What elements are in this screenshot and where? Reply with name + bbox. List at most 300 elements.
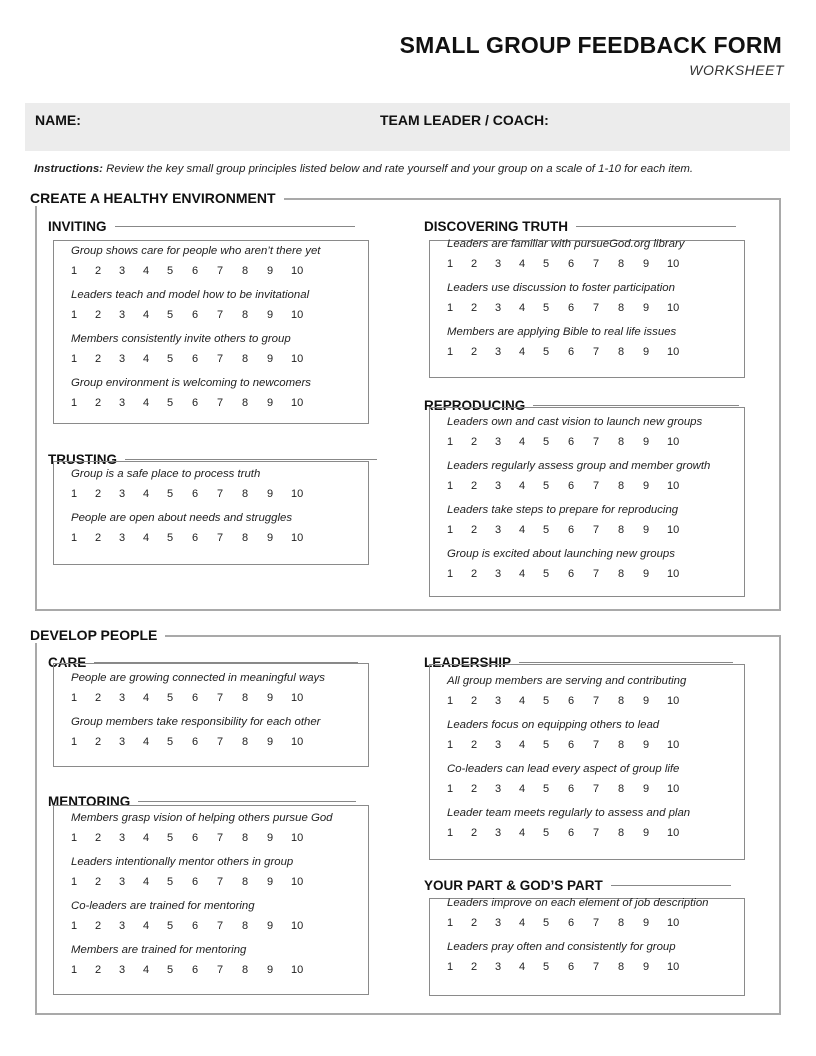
rating-option[interactable]: 3 <box>119 265 126 277</box>
rating-option[interactable]: 6 <box>568 783 575 795</box>
rating-option[interactable]: 9 <box>643 739 650 751</box>
rating-item-text: Leaders pray often and consistently for group <box>447 941 676 953</box>
rating-option[interactable]: 1 <box>71 532 78 544</box>
rating-item <box>447 805 747 849</box>
rating-option[interactable]: 1 <box>71 920 78 932</box>
rating-option[interactable]: 2 <box>95 920 102 932</box>
rating-option[interactable]: 5 <box>167 736 174 748</box>
rating-option[interactable]: 6 <box>192 265 199 277</box>
rating-option[interactable]: 7 <box>217 309 224 321</box>
rating-option[interactable]: 3 <box>495 695 502 707</box>
rating-option[interactable]: 4 <box>143 353 150 365</box>
rating-option[interactable]: 2 <box>471 961 478 973</box>
rating-option[interactable]: 3 <box>119 309 126 321</box>
rating-option[interactable]: 8 <box>618 302 625 314</box>
rating-option[interactable]: 6 <box>192 353 199 365</box>
rating-option[interactable]: 4 <box>519 524 526 536</box>
title-rule <box>611 885 731 886</box>
rating-option[interactable]: 2 <box>95 876 102 888</box>
rating-option[interactable]: 2 <box>471 783 478 795</box>
rating-option[interactable]: 7 <box>593 695 600 707</box>
rating-option[interactable]: 5 <box>543 568 550 580</box>
rating-option[interactable]: 8 <box>618 346 625 358</box>
rating-option[interactable]: 7 <box>593 346 600 358</box>
rating-option[interactable]: 5 <box>543 524 550 536</box>
rating-option[interactable]: 4 <box>519 302 526 314</box>
rating-option[interactable]: 9 <box>267 920 274 932</box>
rating-option[interactable]: 1 <box>71 692 78 704</box>
rating-option[interactable]: 2 <box>471 739 478 751</box>
rating-option[interactable]: 4 <box>143 309 150 321</box>
group-title-text: REPRODUCING <box>424 398 526 413</box>
rating-option[interactable]: 10 <box>667 436 680 448</box>
rating-item-text: Group environment is welcoming to newcomers <box>71 377 311 389</box>
rating-option[interactable]: 5 <box>543 480 550 492</box>
rating-option[interactable]: 6 <box>192 736 199 748</box>
rating-option[interactable]: 9 <box>643 302 650 314</box>
rating-option[interactable]: 5 <box>543 436 550 448</box>
rating-option[interactable]: 1 <box>447 917 454 929</box>
rating-option[interactable]: 6 <box>568 827 575 839</box>
rating-option[interactable]: 2 <box>471 346 478 358</box>
rating-scale <box>71 832 371 854</box>
rating-option[interactable]: 1 <box>447 302 454 314</box>
rating-option[interactable]: 4 <box>519 961 526 973</box>
rating-option[interactable]: 4 <box>143 832 150 844</box>
rating-option[interactable]: 8 <box>242 353 249 365</box>
rating-option[interactable]: 9 <box>267 265 274 277</box>
rating-option[interactable]: 2 <box>95 397 102 409</box>
rating-option[interactable]: 5 <box>543 739 550 751</box>
rating-option[interactable]: 7 <box>217 532 224 544</box>
leader-field-label: TEAM LEADER / COACH: <box>380 112 549 128</box>
rating-item-text: Group is a safe place to process truth <box>71 468 261 480</box>
rating-option[interactable]: 7 <box>217 964 224 976</box>
rating-option[interactable]: 5 <box>543 346 550 358</box>
rating-option[interactable]: 4 <box>519 480 526 492</box>
rating-option[interactable]: 3 <box>495 917 502 929</box>
rating-option[interactable]: 2 <box>95 736 102 748</box>
rating-option[interactable]: 1 <box>447 827 454 839</box>
rating-item <box>71 898 371 942</box>
rating-option[interactable]: 7 <box>217 397 224 409</box>
rating-option[interactable]: 10 <box>667 961 680 973</box>
rating-option[interactable]: 10 <box>667 739 680 751</box>
rating-option[interactable]: 7 <box>593 827 600 839</box>
rating-option[interactable]: 8 <box>618 961 625 973</box>
rating-item <box>71 810 371 854</box>
rating-option[interactable]: 5 <box>543 917 550 929</box>
rating-option[interactable]: 1 <box>447 480 454 492</box>
rating-option[interactable]: 10 <box>667 302 680 314</box>
rating-option[interactable]: 8 <box>618 739 625 751</box>
rating-option[interactable]: 9 <box>643 346 650 358</box>
rating-option[interactable]: 4 <box>143 265 150 277</box>
rating-option[interactable]: 10 <box>291 692 304 704</box>
rating-option[interactable]: 1 <box>71 397 78 409</box>
rating-scale <box>447 302 747 324</box>
rating-scale <box>447 961 747 983</box>
rating-option[interactable]: 4 <box>519 568 526 580</box>
rating-option[interactable]: 4 <box>143 692 150 704</box>
rating-option[interactable]: 8 <box>242 736 249 748</box>
rating-item <box>447 673 747 717</box>
rating-option[interactable]: 10 <box>291 397 304 409</box>
rating-item <box>71 510 371 554</box>
rating-option[interactable]: 7 <box>593 917 600 929</box>
rating-option[interactable]: 9 <box>267 876 274 888</box>
rating-scale <box>71 353 371 375</box>
rating-option[interactable]: 2 <box>95 532 102 544</box>
rating-option[interactable]: 6 <box>568 739 575 751</box>
rating-option[interactable]: 8 <box>242 876 249 888</box>
rating-item <box>447 546 747 590</box>
rating-item-text: Members grasp vision of helping others pursue God <box>71 812 333 824</box>
rating-scale <box>447 346 747 368</box>
rating-option[interactable]: 7 <box>217 353 224 365</box>
rating-option[interactable]: 3 <box>119 920 126 932</box>
rating-option[interactable]: 10 <box>667 917 680 929</box>
group-title-text: TRUSTING <box>48 452 117 467</box>
rating-option[interactable]: 3 <box>495 346 502 358</box>
rating-option[interactable]: 2 <box>471 436 478 448</box>
rating-item-text: Group members take responsibility for each other <box>71 716 321 728</box>
rating-option[interactable]: 7 <box>217 876 224 888</box>
rating-option[interactable]: 9 <box>643 480 650 492</box>
rating-scale <box>447 480 747 502</box>
rating-option[interactable]: 8 <box>242 265 249 277</box>
rating-option[interactable]: 10 <box>667 346 680 358</box>
instructions-text: Review the key small group principles listed below and rate yourself and your group on a scale of 1-10 for each item. <box>102 163 694 175</box>
rating-option[interactable]: 6 <box>192 397 199 409</box>
rating-option[interactable]: 10 <box>667 568 680 580</box>
rating-option[interactable]: 3 <box>495 302 502 314</box>
rating-item-text: Leaders are familiar with pursueGod.org library <box>447 238 685 250</box>
group-title-text: DISCOVERING TRUTH <box>424 219 569 234</box>
rating-option[interactable]: 6 <box>192 964 199 976</box>
rating-option[interactable]: 1 <box>447 436 454 448</box>
rating-option[interactable]: 7 <box>593 568 600 580</box>
rating-option[interactable]: 3 <box>119 832 126 844</box>
section-title: DEVELOP PEOPLE <box>30 627 165 643</box>
rating-option[interactable]: 8 <box>242 309 249 321</box>
rating-option[interactable]: 1 <box>447 695 454 707</box>
rating-option[interactable]: 3 <box>495 568 502 580</box>
rating-option[interactable]: 9 <box>643 783 650 795</box>
rating-option[interactable]: 7 <box>593 739 600 751</box>
rating-option[interactable]: 2 <box>471 695 478 707</box>
rating-option[interactable]: 9 <box>267 488 274 500</box>
rating-option[interactable]: 5 <box>543 827 550 839</box>
rating-option[interactable]: 10 <box>291 488 304 500</box>
rating-item <box>71 287 371 331</box>
rating-option[interactable]: 8 <box>618 695 625 707</box>
rating-option[interactable]: 9 <box>643 524 650 536</box>
rating-option[interactable]: 4 <box>519 346 526 358</box>
rating-option[interactable]: 9 <box>267 397 274 409</box>
group-title-text: YOUR PART & GOD’S PART <box>424 878 603 893</box>
rating-item-text: Leaders own and cast vision to launch new groups <box>447 416 703 428</box>
rating-option[interactable]: 2 <box>471 258 478 270</box>
rating-option[interactable]: 1 <box>447 258 454 270</box>
rating-scale <box>71 692 371 714</box>
rating-option[interactable]: 5 <box>543 258 550 270</box>
rating-option[interactable]: 5 <box>167 265 174 277</box>
rating-option[interactable]: 3 <box>495 436 502 448</box>
rating-option[interactable]: 4 <box>519 436 526 448</box>
rating-option[interactable]: 1 <box>71 488 78 500</box>
rating-option[interactable]: 10 <box>667 524 680 536</box>
rating-option[interactable]: 3 <box>119 488 126 500</box>
rating-option[interactable]: 4 <box>143 736 150 748</box>
rating-option[interactable]: 8 <box>242 964 249 976</box>
rating-option[interactable]: 1 <box>71 353 78 365</box>
rating-option[interactable]: 2 <box>471 917 478 929</box>
rating-option[interactable]: 10 <box>291 353 304 365</box>
rating-option[interactable]: 5 <box>543 695 550 707</box>
rating-option[interactable]: 10 <box>291 920 304 932</box>
rating-option[interactable]: 8 <box>618 827 625 839</box>
rating-option[interactable]: 6 <box>568 436 575 448</box>
rating-scale <box>447 783 747 805</box>
rating-option[interactable]: 7 <box>217 920 224 932</box>
rating-item-text: Leaders use discussion to foster participation <box>447 282 675 294</box>
rating-option[interactable]: 5 <box>167 397 174 409</box>
rating-option[interactable]: 8 <box>618 436 625 448</box>
rating-option[interactable]: 1 <box>447 346 454 358</box>
rating-option[interactable]: 4 <box>519 783 526 795</box>
rating-option[interactable]: 8 <box>242 532 249 544</box>
rating-option[interactable]: 1 <box>71 964 78 976</box>
rating-option[interactable]: 8 <box>618 917 625 929</box>
rating-option[interactable]: 9 <box>267 692 274 704</box>
group-title-discovering-truth <box>424 219 736 234</box>
rating-option[interactable]: 5 <box>167 353 174 365</box>
rating-option[interactable]: 1 <box>447 524 454 536</box>
rating-option[interactable]: 3 <box>495 827 502 839</box>
rating-option[interactable]: 2 <box>95 964 102 976</box>
rating-option[interactable]: 10 <box>667 783 680 795</box>
rating-option[interactable]: 2 <box>471 302 478 314</box>
rating-option[interactable]: 6 <box>192 876 199 888</box>
rating-option[interactable]: 9 <box>267 353 274 365</box>
rating-item <box>71 714 371 758</box>
rating-option[interactable]: 4 <box>519 917 526 929</box>
rating-item <box>447 458 747 502</box>
rating-option[interactable]: 2 <box>471 524 478 536</box>
rating-option[interactable]: 10 <box>667 827 680 839</box>
rating-option[interactable]: 9 <box>643 695 650 707</box>
rating-item <box>71 375 371 419</box>
rating-option[interactable]: 10 <box>291 736 304 748</box>
rating-item-text: Group is excited about launching new groups <box>447 548 675 560</box>
rating-option[interactable]: 6 <box>568 695 575 707</box>
rating-option[interactable]: 9 <box>267 964 274 976</box>
rating-option[interactable]: 6 <box>568 302 575 314</box>
rating-scale <box>447 739 747 761</box>
rating-option[interactable]: 3 <box>495 480 502 492</box>
rating-option[interactable]: 6 <box>568 346 575 358</box>
rating-option[interactable]: 6 <box>192 488 199 500</box>
rating-item-text: Members are applying Bible to real life issues <box>447 326 677 338</box>
rating-option[interactable]: 4 <box>143 920 150 932</box>
rating-option[interactable]: 3 <box>119 736 126 748</box>
rating-option[interactable]: 10 <box>291 532 304 544</box>
rating-option[interactable]: 7 <box>593 302 600 314</box>
rating-option[interactable]: 9 <box>643 917 650 929</box>
rating-option[interactable]: 6 <box>568 480 575 492</box>
rating-option[interactable]: 6 <box>568 524 575 536</box>
rating-option[interactable]: 2 <box>471 827 478 839</box>
rating-option[interactable]: 7 <box>593 480 600 492</box>
rating-option[interactable]: 1 <box>447 568 454 580</box>
rating-option[interactable]: 9 <box>267 309 274 321</box>
rating-option[interactable]: 10 <box>667 480 680 492</box>
rating-option[interactable]: 8 <box>618 258 625 270</box>
rating-scale <box>447 917 747 939</box>
rating-option[interactable]: 6 <box>192 692 199 704</box>
rating-option[interactable]: 9 <box>267 832 274 844</box>
rating-option[interactable]: 1 <box>447 783 454 795</box>
rating-option[interactable]: 1 <box>71 736 78 748</box>
rating-option[interactable]: 4 <box>143 532 150 544</box>
rating-option[interactable]: 5 <box>167 832 174 844</box>
rating-option[interactable]: 5 <box>167 532 174 544</box>
rating-option[interactable]: 6 <box>568 258 575 270</box>
rating-option[interactable]: 6 <box>192 832 199 844</box>
rating-option[interactable]: 2 <box>471 480 478 492</box>
title-rule <box>125 459 377 460</box>
rating-option[interactable]: 10 <box>291 876 304 888</box>
rating-option[interactable]: 2 <box>95 353 102 365</box>
rating-option[interactable]: 1 <box>71 309 78 321</box>
rating-option[interactable]: 9 <box>643 827 650 839</box>
rating-option[interactable]: 5 <box>543 783 550 795</box>
rating-option[interactable]: 6 <box>568 568 575 580</box>
rating-option[interactable]: 9 <box>643 568 650 580</box>
rating-option[interactable]: 8 <box>618 480 625 492</box>
rating-option[interactable]: 5 <box>167 964 174 976</box>
rating-option[interactable]: 3 <box>495 524 502 536</box>
rating-option[interactable]: 5 <box>167 876 174 888</box>
rating-option[interactable]: 1 <box>447 961 454 973</box>
rating-option[interactable]: 9 <box>267 736 274 748</box>
rating-scale <box>71 920 371 942</box>
rating-option[interactable]: 8 <box>618 524 625 536</box>
rating-option[interactable]: 8 <box>242 832 249 844</box>
rating-option[interactable]: 6 <box>192 309 199 321</box>
rating-option[interactable]: 4 <box>143 488 150 500</box>
rating-option[interactable]: 3 <box>119 353 126 365</box>
rating-option[interactable]: 4 <box>143 876 150 888</box>
rating-option[interactable]: 7 <box>217 488 224 500</box>
rating-option[interactable]: 6 <box>568 961 575 973</box>
rating-option[interactable]: 3 <box>495 961 502 973</box>
rating-option[interactable]: 8 <box>242 488 249 500</box>
rating-option[interactable]: 8 <box>242 692 249 704</box>
rating-option[interactable]: 9 <box>267 532 274 544</box>
rating-option[interactable]: 4 <box>519 258 526 270</box>
instructions-label: Instructions: <box>34 163 103 175</box>
rating-option[interactable]: 9 <box>643 961 650 973</box>
rating-option[interactable]: 3 <box>495 258 502 270</box>
rating-option[interactable]: 7 <box>593 258 600 270</box>
rating-option[interactable]: 1 <box>71 876 78 888</box>
rating-option[interactable]: 8 <box>242 397 249 409</box>
rating-option[interactable]: 1 <box>447 739 454 751</box>
rating-scale <box>447 436 747 458</box>
rating-option[interactable]: 8 <box>618 568 625 580</box>
rating-option[interactable]: 2 <box>95 832 102 844</box>
rating-option[interactable]: 10 <box>291 832 304 844</box>
rating-option[interactable]: 7 <box>217 692 224 704</box>
rating-option[interactable]: 3 <box>119 532 126 544</box>
rating-option[interactable]: 9 <box>643 258 650 270</box>
rating-option[interactable]: 3 <box>119 692 126 704</box>
title-rule <box>576 226 736 227</box>
rating-option[interactable]: 7 <box>217 832 224 844</box>
rating-option[interactable]: 2 <box>471 568 478 580</box>
rating-option[interactable]: 8 <box>618 783 625 795</box>
rating-option[interactable]: 9 <box>643 436 650 448</box>
rating-option[interactable]: 7 <box>217 265 224 277</box>
rating-option[interactable]: 4 <box>519 695 526 707</box>
rating-option[interactable]: 10 <box>667 258 680 270</box>
rating-option[interactable]: 1 <box>71 265 78 277</box>
rating-option[interactable]: 10 <box>291 964 304 976</box>
rating-option[interactable]: 10 <box>291 309 304 321</box>
rating-scale <box>71 876 371 898</box>
rating-option[interactable]: 7 <box>593 436 600 448</box>
rating-option[interactable]: 3 <box>119 964 126 976</box>
rating-option[interactable]: 6 <box>192 920 199 932</box>
rating-option[interactable]: 7 <box>593 524 600 536</box>
rating-option[interactable]: 10 <box>291 265 304 277</box>
rating-option[interactable]: 3 <box>119 876 126 888</box>
rating-option[interactable]: 2 <box>95 488 102 500</box>
rating-option[interactable]: 2 <box>95 265 102 277</box>
rating-option[interactable]: 7 <box>593 961 600 973</box>
rating-option[interactable]: 3 <box>495 739 502 751</box>
rating-option[interactable]: 3 <box>119 397 126 409</box>
rating-option[interactable]: 4 <box>519 739 526 751</box>
rating-item <box>447 939 747 983</box>
rating-option[interactable]: 4 <box>143 397 150 409</box>
rating-item <box>447 280 747 324</box>
rating-option[interactable]: 6 <box>568 917 575 929</box>
rating-option[interactable]: 7 <box>217 736 224 748</box>
rating-option[interactable]: 4 <box>519 827 526 839</box>
group-title-your-part-gods-part <box>424 878 731 893</box>
rating-option[interactable]: 5 <box>167 692 174 704</box>
rating-option[interactable]: 5 <box>167 309 174 321</box>
rating-option[interactable]: 7 <box>593 783 600 795</box>
rating-item-text: Leaders focus on equipping others to lead <box>447 719 660 731</box>
rating-option[interactable]: 10 <box>667 695 680 707</box>
rating-option[interactable]: 8 <box>242 920 249 932</box>
rating-option[interactable]: 4 <box>143 964 150 976</box>
name-bar <box>25 103 790 151</box>
rating-option[interactable]: 6 <box>192 532 199 544</box>
rating-option[interactable]: 2 <box>95 309 102 321</box>
rating-option[interactable]: 2 <box>95 692 102 704</box>
rating-option[interactable]: 3 <box>495 783 502 795</box>
rating-option[interactable]: 5 <box>167 920 174 932</box>
rating-option[interactable]: 5 <box>543 961 550 973</box>
rating-option[interactable]: 1 <box>71 832 78 844</box>
rating-option[interactable]: 5 <box>543 302 550 314</box>
rating-option[interactable]: 5 <box>167 488 174 500</box>
